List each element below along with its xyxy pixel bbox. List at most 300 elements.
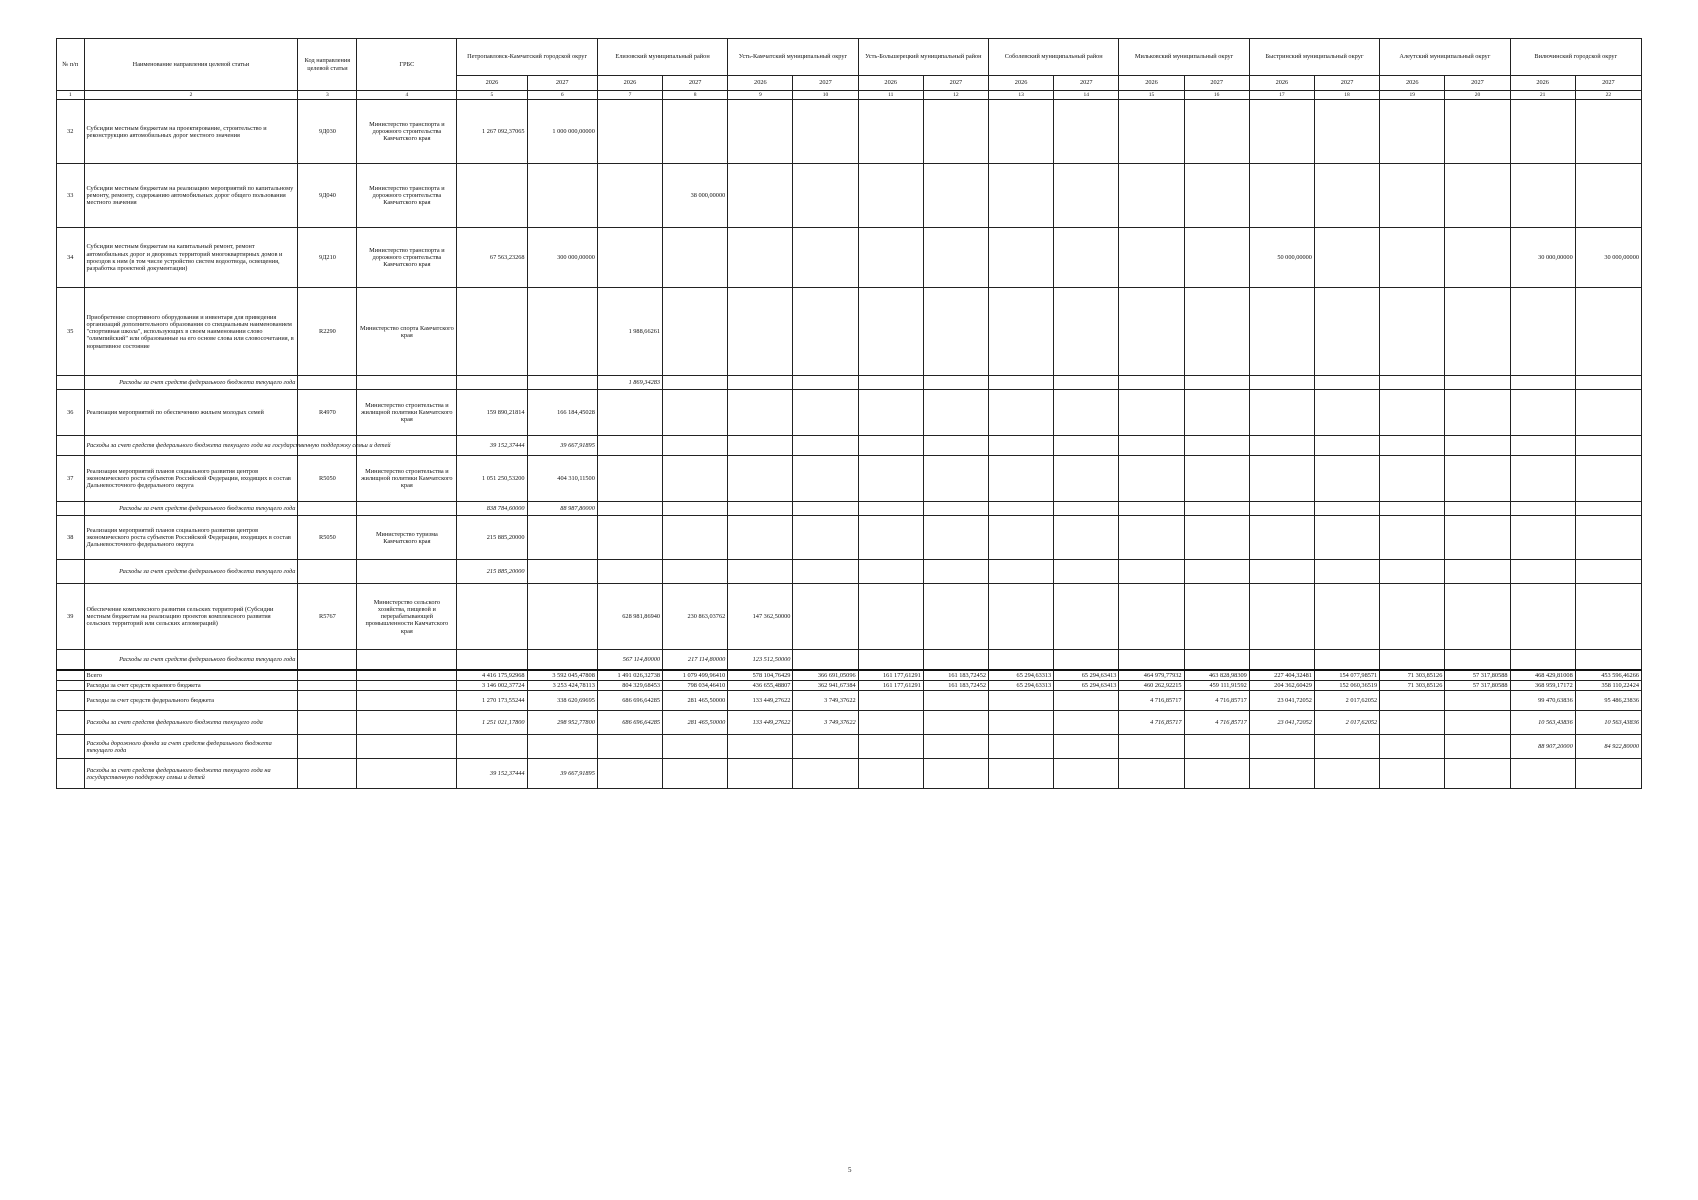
col-header-num: № п/п — [57, 39, 85, 91]
row-value — [663, 288, 728, 376]
row-value — [1380, 376, 1445, 390]
row-value — [663, 100, 728, 164]
row-value — [793, 560, 858, 584]
totals-value — [1184, 735, 1249, 759]
row-value — [989, 288, 1054, 376]
row-value — [1510, 516, 1575, 560]
row-code: R2290 — [298, 288, 357, 376]
row-value — [728, 516, 793, 560]
row-value — [1445, 288, 1510, 376]
row-value — [1054, 228, 1119, 288]
row-value — [923, 456, 988, 502]
totals-value: 686 696,64285 — [597, 711, 662, 735]
row-grbs — [357, 650, 457, 670]
row-value — [728, 228, 793, 288]
totals-value — [1380, 711, 1445, 735]
row-value — [728, 502, 793, 516]
col-header-year: 2026 — [1380, 76, 1445, 91]
col-number: 22 — [1575, 91, 1641, 100]
row-grbs: Министерство транспорта и дорожного строительства Камчатского края — [357, 100, 457, 164]
totals-value: 436 655,48807 — [728, 681, 793, 691]
row-value — [1445, 456, 1510, 502]
totals-value: 362 941,67384 — [793, 681, 858, 691]
row-value: 567 114,80000 — [597, 650, 662, 670]
totals-value — [457, 735, 527, 759]
row-value — [1119, 456, 1184, 502]
row-value — [527, 650, 597, 670]
row-value: 1 869,34283 — [597, 376, 662, 390]
col-number: 12 — [923, 91, 988, 100]
totals-value: 4 716,85717 — [1119, 691, 1184, 711]
totals-value — [1249, 759, 1314, 789]
totals-value: 154 077,98571 — [1314, 670, 1379, 681]
totals-value: 2 017,62052 — [1314, 691, 1379, 711]
row-code — [298, 670, 357, 681]
col-header-district: Петропавловск-Камчатский городской округ — [457, 39, 598, 76]
row-value — [663, 376, 728, 390]
totals-row — [57, 670, 1642, 681]
row-value — [1119, 228, 1184, 288]
col-header-year: 2027 — [1054, 76, 1119, 91]
row-code — [298, 759, 357, 789]
col-number: 11 — [858, 91, 923, 100]
table-row — [57, 584, 1642, 650]
totals-value: 4 416 175,92968 — [457, 670, 527, 681]
row-value — [1575, 390, 1641, 436]
row-value — [1445, 436, 1510, 456]
totals-value: 686 696,64285 — [597, 691, 662, 711]
row-value — [858, 390, 923, 436]
totals-value: 1 079 499,96410 — [663, 670, 728, 681]
row-value — [1314, 502, 1379, 516]
row-value — [1314, 390, 1379, 436]
row-value: 38 000,00000 — [663, 164, 728, 228]
totals-value — [793, 735, 858, 759]
row-value — [923, 228, 988, 288]
totals-value: 4 716,85717 — [1119, 711, 1184, 735]
row-value — [989, 502, 1054, 516]
totals-value — [989, 691, 1054, 711]
row-value — [1575, 456, 1641, 502]
totals-value — [923, 691, 988, 711]
row-value — [923, 584, 988, 650]
totals-value: 95 486,23836 — [1575, 691, 1641, 711]
totals-value: 227 404,32481 — [1249, 670, 1314, 681]
row-value — [1314, 456, 1379, 502]
col-header-district: Елизовский муниципальный район — [597, 39, 727, 76]
row-value — [989, 560, 1054, 584]
row-value — [1249, 456, 1314, 502]
row-value — [1445, 376, 1510, 390]
row-value — [989, 584, 1054, 650]
row-number — [57, 759, 85, 789]
row-value: 166 184,45028 — [527, 390, 597, 436]
row-value — [1575, 100, 1641, 164]
col-number: 1 — [57, 91, 85, 100]
row-value — [1314, 584, 1379, 650]
row-value — [1184, 376, 1249, 390]
row-value — [923, 516, 988, 560]
row-value — [1575, 376, 1641, 390]
table-row — [57, 516, 1642, 560]
row-value: 30 000,00000 — [1575, 228, 1641, 288]
row-value — [663, 560, 728, 584]
row-name: Обеспечение комплексного развития сельских территорий (Субсидии местным бюджетам на реализацию проектов комплексного развития сельских территорий или сельских агломераций) — [84, 584, 298, 650]
totals-value: 1 270 173,55244 — [457, 691, 527, 711]
row-value — [1249, 650, 1314, 670]
row-name: Реализация мероприятий планов социального развития центров экономического роста субъектов Российской Федерации, входящих в состав Дальневосточного федерального округа — [84, 516, 298, 560]
row-code: R5767 — [298, 584, 357, 650]
row-value — [923, 650, 988, 670]
totals-value — [597, 735, 662, 759]
row-value — [1249, 164, 1314, 228]
row-value — [1380, 436, 1445, 456]
row-value — [1575, 164, 1641, 228]
row-grbs — [357, 759, 457, 789]
col-header-year: 2026 — [858, 76, 923, 91]
totals-value: 3 146 002,37724 — [457, 681, 527, 691]
page-number: 5 — [848, 1166, 852, 1174]
row-value — [1380, 502, 1445, 516]
totals-value: 366 691,05096 — [793, 670, 858, 681]
row-value — [597, 164, 662, 228]
row-value — [1445, 164, 1510, 228]
row-value — [1510, 376, 1575, 390]
row-value — [1054, 376, 1119, 390]
row-value: 50 000,00000 — [1249, 228, 1314, 288]
row-value: 30 000,00000 — [1510, 228, 1575, 288]
totals-value — [1445, 759, 1510, 789]
row-code: 9Д030 — [298, 100, 357, 164]
row-value — [1119, 390, 1184, 436]
table-row — [57, 164, 1642, 228]
row-grbs — [357, 670, 457, 681]
col-header-year: 2027 — [1184, 76, 1249, 91]
row-value: 230 863,03762 — [663, 584, 728, 650]
col-header-year: 2027 — [923, 76, 988, 91]
row-value — [597, 390, 662, 436]
row-value: 1 000 000,00000 — [527, 100, 597, 164]
row-value — [1380, 228, 1445, 288]
row-value — [858, 584, 923, 650]
row-value — [858, 502, 923, 516]
row-value: 215 885,20000 — [457, 560, 527, 584]
col-header-year: 2027 — [663, 76, 728, 91]
row-value — [1119, 560, 1184, 584]
row-name: Субсидии местным бюджетам на реализацию мероприятий по капитальному ремонту, ремонту, содержанию автомобильных дорог общего пользования местного значения — [84, 164, 298, 228]
row-value — [1510, 650, 1575, 670]
totals-value: 281 465,50000 — [663, 711, 728, 735]
col-number: 7 — [597, 91, 662, 100]
col-number: 3 — [298, 91, 357, 100]
totals-value: 358 110,22424 — [1575, 681, 1641, 691]
totals-value: 204 362,60429 — [1249, 681, 1314, 691]
totals-value: 2 017,62052 — [1314, 711, 1379, 735]
totals-value: 39 667,91895 — [527, 759, 597, 789]
row-value — [1314, 164, 1379, 228]
row-value — [923, 390, 988, 436]
row-name: Субсидии местным бюджетам на капитальный ремонт, ремонт автомобильных дорог и дворовых территорий многоквартирных домов и проездов к ним (в том числе устройство систем водоотвода, освещения, разработка проектной документации) — [84, 228, 298, 288]
totals-name: Расходы за счет средств федерального бюджета текущего года — [84, 711, 298, 735]
row-grbs — [357, 681, 457, 691]
col-header-year: 2026 — [597, 76, 662, 91]
row-value — [1119, 584, 1184, 650]
totals-value — [1054, 735, 1119, 759]
row-value — [1380, 164, 1445, 228]
row-number: 36 — [57, 390, 85, 436]
totals-value: 161 183,72452 — [923, 670, 988, 681]
totals-value: 804 329,68453 — [597, 681, 662, 691]
row-grbs — [357, 502, 457, 516]
totals-value: 161 177,61291 — [858, 670, 923, 681]
row-value — [597, 560, 662, 584]
row-value — [728, 376, 793, 390]
col-header-grbs: ГРБС — [357, 39, 457, 91]
row-value — [989, 436, 1054, 456]
col-header-year: 2027 — [1314, 76, 1379, 91]
row-value — [1184, 502, 1249, 516]
row-value — [1575, 560, 1641, 584]
row-number — [57, 502, 85, 516]
totals-value — [923, 759, 988, 789]
row-value — [1510, 288, 1575, 376]
totals-value — [1445, 735, 1510, 759]
row-value — [1119, 516, 1184, 560]
totals-value: 152 060,36519 — [1314, 681, 1379, 691]
row-value — [728, 456, 793, 502]
row-value: 39 667,91895 — [527, 436, 597, 456]
row-value — [1510, 456, 1575, 502]
row-grbs: Министерство строительства и жилищной политики Камчатского края — [357, 456, 457, 502]
totals-value: 460 262,92215 — [1119, 681, 1184, 691]
totals-row — [57, 759, 1642, 789]
row-number: 38 — [57, 516, 85, 560]
row-value: 159 890,21814 — [457, 390, 527, 436]
totals-value — [1119, 759, 1184, 789]
row-value — [1184, 228, 1249, 288]
row-value — [527, 288, 597, 376]
row-value: 1 267 092,37065 — [457, 100, 527, 164]
row-code — [298, 502, 357, 516]
row-value — [1249, 376, 1314, 390]
totals-value — [858, 759, 923, 789]
totals-value: 464 979,77932 — [1119, 670, 1184, 681]
row-value — [1575, 516, 1641, 560]
totals-value — [663, 759, 728, 789]
row-value — [1249, 516, 1314, 560]
row-value — [1184, 390, 1249, 436]
totals-value — [1380, 735, 1445, 759]
totals-value — [989, 711, 1054, 735]
row-value — [1184, 164, 1249, 228]
row-value — [793, 100, 858, 164]
totals-name: Расходы за счет средств федерального бюджета текущего года на государственную поддержку семьи и детей — [84, 759, 298, 789]
row-value — [1184, 560, 1249, 584]
row-code: R5050 — [298, 516, 357, 560]
row-name: Приобретение спортивного оборудования и инвентаря для приведения организаций дополнительного образования со специальным наименованием "спортивная школа", использующих в своем наименовании слово "олимпийский" или образованные на его основе слова или словосочетания, в нормативное состояние — [84, 288, 298, 376]
row-value — [1510, 502, 1575, 516]
row-number — [57, 376, 85, 390]
row-value — [858, 376, 923, 390]
row-value — [1119, 100, 1184, 164]
totals-value: 3 749,37622 — [793, 711, 858, 735]
table-row — [57, 390, 1642, 436]
col-header-year: 2026 — [1119, 76, 1184, 91]
row-value — [663, 390, 728, 436]
row-value — [1380, 288, 1445, 376]
row-code — [298, 560, 357, 584]
col-header-code: Код направления целевой статьи — [298, 39, 357, 91]
row-code — [298, 711, 357, 735]
row-value — [1445, 516, 1510, 560]
totals-value: 10 563,43836 — [1575, 711, 1641, 735]
row-name: Расходы за счет средств федерального бюджета текущего года — [84, 650, 298, 670]
row-code — [298, 681, 357, 691]
row-grbs: Министерство транспорта и дорожного строительства Камчатского края — [357, 228, 457, 288]
totals-value — [1314, 759, 1379, 789]
row-value — [1575, 502, 1641, 516]
row-value — [1314, 288, 1379, 376]
row-value — [858, 456, 923, 502]
row-value — [858, 516, 923, 560]
row-value — [728, 560, 793, 584]
budget-table-page — [56, 38, 1642, 789]
totals-value: 3 749,37622 — [793, 691, 858, 711]
row-value — [793, 436, 858, 456]
row-value — [1510, 390, 1575, 436]
row-value — [923, 164, 988, 228]
totals-value: 1 491 026,32738 — [597, 670, 662, 681]
totals-value: 23 041,72052 — [1249, 691, 1314, 711]
row-value — [1380, 560, 1445, 584]
row-value — [728, 164, 793, 228]
col-number: 4 — [357, 91, 457, 100]
col-header-year: 2026 — [1249, 76, 1314, 91]
row-value — [1445, 502, 1510, 516]
col-number: 9 — [728, 91, 793, 100]
row-value — [858, 650, 923, 670]
totals-value — [858, 735, 923, 759]
col-header-year: 2027 — [1445, 76, 1510, 91]
row-value — [527, 516, 597, 560]
row-number: 33 — [57, 164, 85, 228]
table-subrow — [57, 502, 1642, 516]
row-name: Расходы за счет средств федерального бюджета текущего года на государственную поддержку семьи и детей — [84, 436, 298, 456]
totals-row — [57, 681, 1642, 691]
totals-value: 65 294,63413 — [1054, 681, 1119, 691]
row-code — [298, 650, 357, 670]
totals-value — [1380, 759, 1445, 789]
totals-value: 65 294,63413 — [1054, 670, 1119, 681]
row-value — [1575, 288, 1641, 376]
row-value — [923, 288, 988, 376]
col-header-year: 2027 — [793, 76, 858, 91]
row-value — [1054, 288, 1119, 376]
row-value — [1184, 100, 1249, 164]
row-value — [1184, 456, 1249, 502]
row-value — [1510, 436, 1575, 456]
totals-value — [1184, 759, 1249, 789]
col-number: 17 — [1249, 91, 1314, 100]
row-number: 34 — [57, 228, 85, 288]
row-value — [1054, 164, 1119, 228]
row-value — [858, 436, 923, 456]
totals-value — [527, 735, 597, 759]
row-value — [1575, 650, 1641, 670]
row-value — [793, 650, 858, 670]
col-number: 19 — [1380, 91, 1445, 100]
totals-value — [728, 735, 793, 759]
row-name: Реализация мероприятий планов социального развития центров экономического роста субъектов Российской Федерации, входящих в состав Дальневосточного федерального округа — [84, 456, 298, 502]
row-value — [1249, 584, 1314, 650]
row-value — [663, 436, 728, 456]
totals-value — [1249, 735, 1314, 759]
row-value — [1314, 436, 1379, 456]
totals-name: Всего — [84, 670, 298, 681]
col-number: 2 — [84, 91, 298, 100]
table-row — [57, 100, 1642, 164]
row-value — [1054, 516, 1119, 560]
col-header-district: Алеутский муниципальный округ — [1380, 39, 1510, 76]
row-value — [1054, 100, 1119, 164]
totals-value — [1054, 691, 1119, 711]
row-name: Расходы за счет средств федерального бюджета текущего года — [84, 376, 298, 390]
col-number: 5 — [457, 91, 527, 100]
col-number: 20 — [1445, 91, 1510, 100]
totals-value: 57 317,80588 — [1445, 670, 1510, 681]
row-number: 39 — [57, 584, 85, 650]
row-value — [1054, 436, 1119, 456]
totals-value — [1445, 691, 1510, 711]
row-value — [793, 376, 858, 390]
row-value — [1184, 516, 1249, 560]
row-value — [1380, 584, 1445, 650]
row-value — [663, 502, 728, 516]
row-name: Расходы за счет средств федерального бюджета текущего года — [84, 502, 298, 516]
row-value — [527, 376, 597, 390]
row-value — [1249, 436, 1314, 456]
totals-value — [1054, 711, 1119, 735]
row-value — [1575, 584, 1641, 650]
budget-table — [56, 38, 1642, 789]
totals-value: 1 251 021,17800 — [457, 711, 527, 735]
totals-value: 133 449,27622 — [728, 711, 793, 735]
row-value — [457, 376, 527, 390]
totals-value — [989, 759, 1054, 789]
row-value — [728, 436, 793, 456]
row-value — [728, 100, 793, 164]
col-number: 10 — [793, 91, 858, 100]
row-value — [923, 560, 988, 584]
totals-row — [57, 691, 1642, 711]
row-value — [858, 164, 923, 228]
totals-value: 65 294,63313 — [989, 670, 1054, 681]
col-number: 13 — [989, 91, 1054, 100]
row-number — [57, 650, 85, 670]
row-value — [1314, 650, 1379, 670]
row-value: 1 988,66261 — [597, 288, 662, 376]
table-subrow — [57, 560, 1642, 584]
col-header-year: 2026 — [1510, 76, 1575, 91]
row-value: 67 563,23268 — [457, 228, 527, 288]
totals-value: 468 429,81008 — [1510, 670, 1575, 681]
row-value — [1249, 390, 1314, 436]
row-grbs — [357, 691, 457, 711]
col-header-district: Быстринский муниципальный округ — [1249, 39, 1379, 76]
row-number: 35 — [57, 288, 85, 376]
totals-value: 281 465,50000 — [663, 691, 728, 711]
row-value — [1445, 650, 1510, 670]
